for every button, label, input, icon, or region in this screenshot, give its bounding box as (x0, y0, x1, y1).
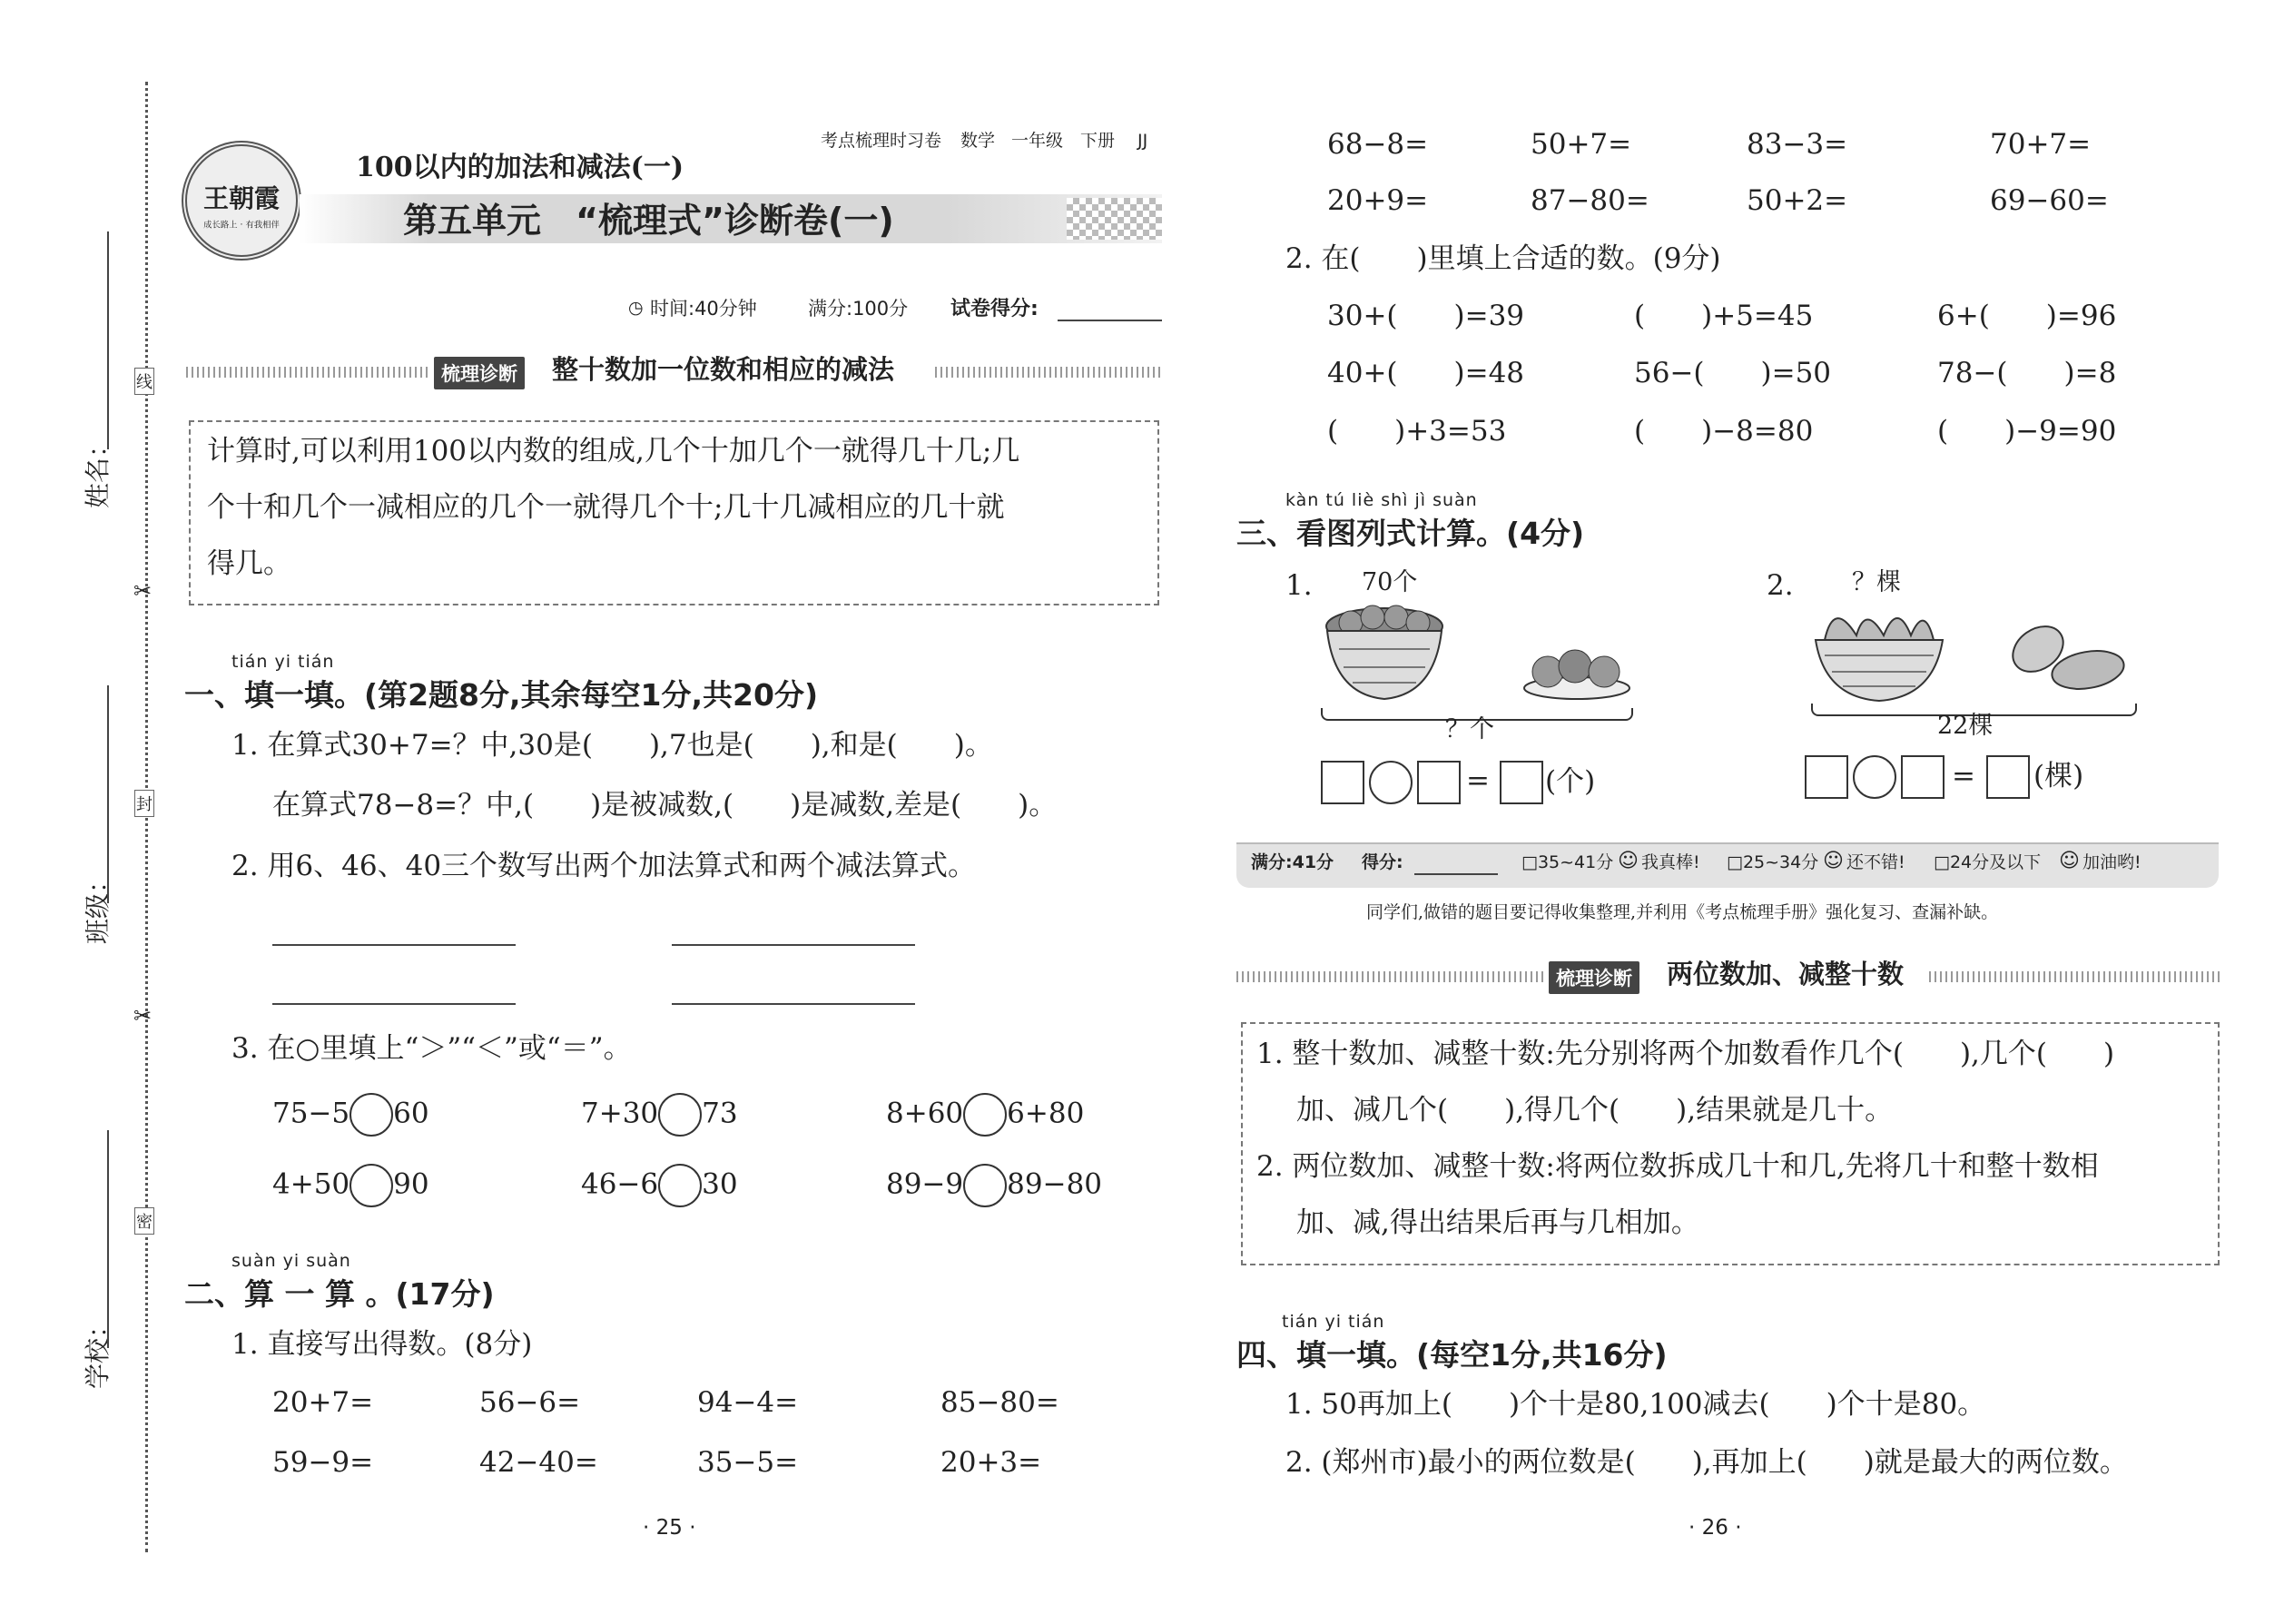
diagnosis-line: 计算时,可以利用100以内数的组成,几个十加几个一就得几十几;几 (207, 435, 1020, 468)
compare-item (581, 1164, 738, 1207)
header-grade: 一年级 (1011, 131, 1064, 151)
calc-item: 69−60= (1990, 184, 2109, 217)
answer-box[interactable] (1500, 761, 1543, 804)
fill-item: 6+( )=96 (1937, 300, 2117, 332)
binding-dotted-line (145, 82, 148, 1552)
unit-topic: 100以内的加法和减法(一) (356, 152, 684, 183)
answer-circle[interactable] (963, 1093, 1007, 1137)
answer-box[interactable] (1805, 755, 1848, 799)
pic2-number: 2. (1767, 569, 1794, 602)
logo-brand: 王朝霞 (202, 183, 280, 213)
seal-xian: 线 (134, 368, 154, 395)
s1-q2: 2. 用6、46、40三个数写出两个加法算式和两个减法算式。 (231, 850, 977, 882)
s2-q1: 1. 直接写出得数。(8分) (231, 1328, 533, 1361)
answer-line[interactable] (672, 1003, 915, 1005)
s4-q1: 1. 50再加上( )个十是80,100减去( )个十是80。 (1285, 1388, 1986, 1421)
calc-item: 94−4= (697, 1386, 799, 1419)
diagnosis-line: 加、减,得出结果后再与几相加。 (1296, 1206, 1699, 1239)
compare-left: 4+50 (272, 1167, 350, 1201)
name-line (107, 231, 109, 449)
fill-item: ( )−9=90 (1937, 415, 2117, 448)
seal-mi: 密 (134, 1207, 154, 1235)
calc-item: 59−9= (272, 1446, 374, 1479)
answer-circle[interactable] (1369, 761, 1413, 804)
compare-item (886, 1093, 1084, 1137)
answer-circle[interactable] (1853, 755, 1896, 799)
compare-left: 89−9 (886, 1167, 964, 1201)
header-volume: 下册 (1080, 131, 1116, 151)
compare-item (886, 1164, 1102, 1207)
section2-pinyin: suàn yi suàn (231, 1251, 351, 1271)
grade-option[interactable]: □24分及以下 (1934, 852, 2042, 872)
class-line (107, 685, 109, 903)
compare-right: 73 (702, 1097, 738, 1130)
divider-stripe (935, 367, 1162, 378)
compare-item (272, 1093, 429, 1137)
diagnosis-title: 两位数加、减整十数 (1667, 959, 1905, 989)
diagnosis-title: 整十数加一位数和相应的减法 (552, 354, 895, 385)
section2-title: 二、算 一 算 。(17分) (184, 1276, 495, 1312)
scorebar-got: 得分: (1362, 852, 1403, 872)
grade-text: 还不错! (1846, 852, 1905, 872)
smiley-icon: ☺ (1618, 850, 1639, 872)
calc-item: 20+3= (940, 1446, 1042, 1479)
compare-right: 60 (393, 1097, 429, 1130)
compare-right: 30 (702, 1167, 738, 1201)
review-note: 同学们,做错的题目要记得收集整理,并利用《考点梳理手册》强化复习、查漏补缺。 (1366, 902, 1999, 922)
section3-title: 三、看图列式计算。(4分) (1236, 516, 1585, 551)
calc-item: 83−3= (1747, 128, 1848, 161)
pic2-bottom-label: 22棵 (1937, 712, 1994, 740)
section1-pinyin: tián yi tián (231, 652, 335, 672)
smiley-icon: ☺ (2059, 850, 2080, 872)
calc-item: 20+7= (272, 1386, 374, 1419)
exam-time: 时间:40分钟 (650, 298, 757, 320)
school-line (107, 1130, 109, 1348)
diagnosis-line: 1. 整十数加、减整十数:先分别将两个加数看作几个( ),几个( ) (1256, 1038, 2115, 1070)
basket-of-cabbages-image (1807, 599, 1952, 704)
scorebar-line (1414, 873, 1498, 875)
calc-item: 70+7= (1990, 128, 2092, 161)
answer-line[interactable] (672, 944, 915, 946)
school-label: 学校： (83, 1312, 113, 1389)
exam-score-line (1058, 320, 1162, 321)
equals-sign: = (1466, 764, 1490, 797)
compare-right: 6+80 (1007, 1097, 1085, 1130)
answer-line[interactable] (272, 1003, 516, 1005)
calc-item: 50+2= (1747, 184, 1848, 217)
fill-item: 78−( )=8 (1937, 357, 2117, 389)
fill-item: ( )+3=53 (1327, 415, 1507, 448)
answer-circle[interactable] (350, 1093, 393, 1137)
diagnosis-tag: 梳理诊断 (434, 357, 525, 389)
compare-item (272, 1164, 429, 1207)
fill-item: 30+( )=39 (1327, 300, 1525, 332)
s1-q1b: 在算式78−8=？中,( )是被减数,( )是减数,差是( )。 (272, 789, 1058, 822)
answer-box[interactable] (1901, 755, 1944, 799)
answer-circle[interactable] (658, 1164, 702, 1207)
class-label: 班级： (83, 867, 113, 944)
compare-right: 89−80 (1007, 1167, 1103, 1201)
scissors-icon: ✂ (133, 578, 153, 604)
divider-stripe (186, 367, 431, 378)
answer-line[interactable] (272, 944, 516, 946)
calc-item: 50+7= (1531, 128, 1632, 161)
fill-item: ( )−8=80 (1634, 415, 1814, 448)
header-logo (182, 141, 301, 261)
pic1-number: 1. (1285, 569, 1313, 602)
section4-pinyin: tián yi tián (1282, 1312, 1385, 1332)
compare-left: 46−6 (581, 1167, 659, 1201)
calc-item: 20+9= (1327, 184, 1429, 217)
header-series: 考点梳理时习卷 (821, 131, 942, 151)
plate-of-tomatoes-image (1521, 635, 1634, 704)
exam-score-label: 试卷得分: (950, 298, 1039, 320)
compare-left: 75−5 (272, 1097, 350, 1130)
name-label: 姓名： (83, 431, 113, 508)
calc-item: 87−80= (1531, 184, 1649, 217)
calc-item: 85−80= (940, 1386, 1059, 1419)
grade-option[interactable]: □25~34分 (1727, 852, 1819, 872)
calc-item: 35−5= (697, 1446, 799, 1479)
scissors-icon: ✂ (133, 1003, 153, 1029)
grade-text: 我真棒! (1641, 852, 1700, 872)
pic1-top-label: 70个 (1362, 568, 1418, 596)
title-checker (1067, 198, 1162, 240)
calc-item: 42−40= (479, 1446, 598, 1479)
divider-stripe (1929, 971, 2220, 982)
diagnosis-line: 2. 两位数加、减整十数:将两位数拆成几十和几,先将几十和整十数相 (1256, 1150, 2099, 1183)
logo-motto: 成长路上 · 有我相伴 (203, 219, 280, 230)
answer-circle[interactable] (658, 1093, 702, 1137)
equals-sign: = (1952, 760, 1975, 792)
pic2-top-label: ？棵 (1852, 568, 1901, 596)
header-edition: JJ (1137, 131, 1148, 151)
s4-q2: 2. (郑州市)最小的两位数是( ),再加上( )就是最大的两位数。 (1285, 1446, 2128, 1479)
pic1-bottom-label: ？个 (1445, 715, 1494, 743)
header-subject: 数学 (960, 131, 996, 151)
section3-pinyin: kàn tú liè shì jì suàn (1285, 490, 1478, 510)
s2-q2: 2. 在( )里填上合适的数。(9分) (1285, 242, 1721, 275)
calc-item: 56−6= (479, 1386, 581, 1419)
clock-icon: ◷ (628, 298, 644, 318)
s1-q3: 3. 在○里填上“＞”“＜”或“＝”。 (231, 1032, 632, 1065)
fill-item: 40+( )=48 (1327, 357, 1525, 389)
diagnosis-line: 加、减几个( ),得几个( ),结果就是几十。 (1296, 1094, 1894, 1127)
diagnosis-line: 个十和几个一减相应的几个一就得几个十;几十几减相应的几十就 (207, 491, 1005, 524)
seal-feng: 封 (134, 790, 154, 817)
compare-right: 90 (393, 1167, 429, 1201)
answer-circle[interactable] (350, 1164, 393, 1207)
pic1-unit: (个) (1545, 765, 1596, 798)
page-title: 第五单元 “梳理式”诊断卷(一) (403, 201, 894, 241)
page-number: · 26 · (1689, 1516, 1742, 1540)
grade-option[interactable]: □35~41分 (1521, 852, 1614, 872)
smiley-icon: ☺ (1823, 850, 1844, 872)
s1-q1a: 1. 在算式30+7=？中,30是( ),7也是( ),和是( )。 (231, 729, 993, 762)
scorebar-full: 满分:41分 (1251, 852, 1334, 872)
diagnosis-line: 得几。 (207, 547, 291, 580)
fill-item: 56−( )=50 (1634, 357, 1832, 389)
answer-box[interactable] (1417, 761, 1461, 804)
calc-item: 68−8= (1327, 128, 1429, 161)
basket-of-tomatoes-image (1316, 599, 1452, 704)
compare-left: 7+30 (581, 1097, 659, 1130)
section4-title: 四、填一填。(每空1分,共16分) (1236, 1337, 1668, 1373)
grade-text: 加油哟! (2082, 852, 2141, 872)
two-cabbages-image (2002, 608, 2129, 699)
fill-item: ( )+5=45 (1634, 300, 1814, 332)
compare-item (581, 1093, 738, 1137)
divider-stripe (1236, 971, 1543, 982)
answer-box[interactable] (1321, 761, 1364, 804)
page-number: · 25 · (643, 1516, 696, 1540)
exam-fullscore: 满分:100分 (808, 298, 909, 320)
answer-circle[interactable] (963, 1164, 1007, 1207)
pic2-unit: (棵) (2033, 760, 2084, 792)
answer-box[interactable] (1986, 755, 2030, 799)
compare-left: 8+60 (886, 1097, 964, 1130)
section1-title: 一、填一填。(第2题8分,其余每空1分,共20分) (184, 677, 819, 713)
diagnosis-tag: 梳理诊断 (1549, 961, 1639, 994)
